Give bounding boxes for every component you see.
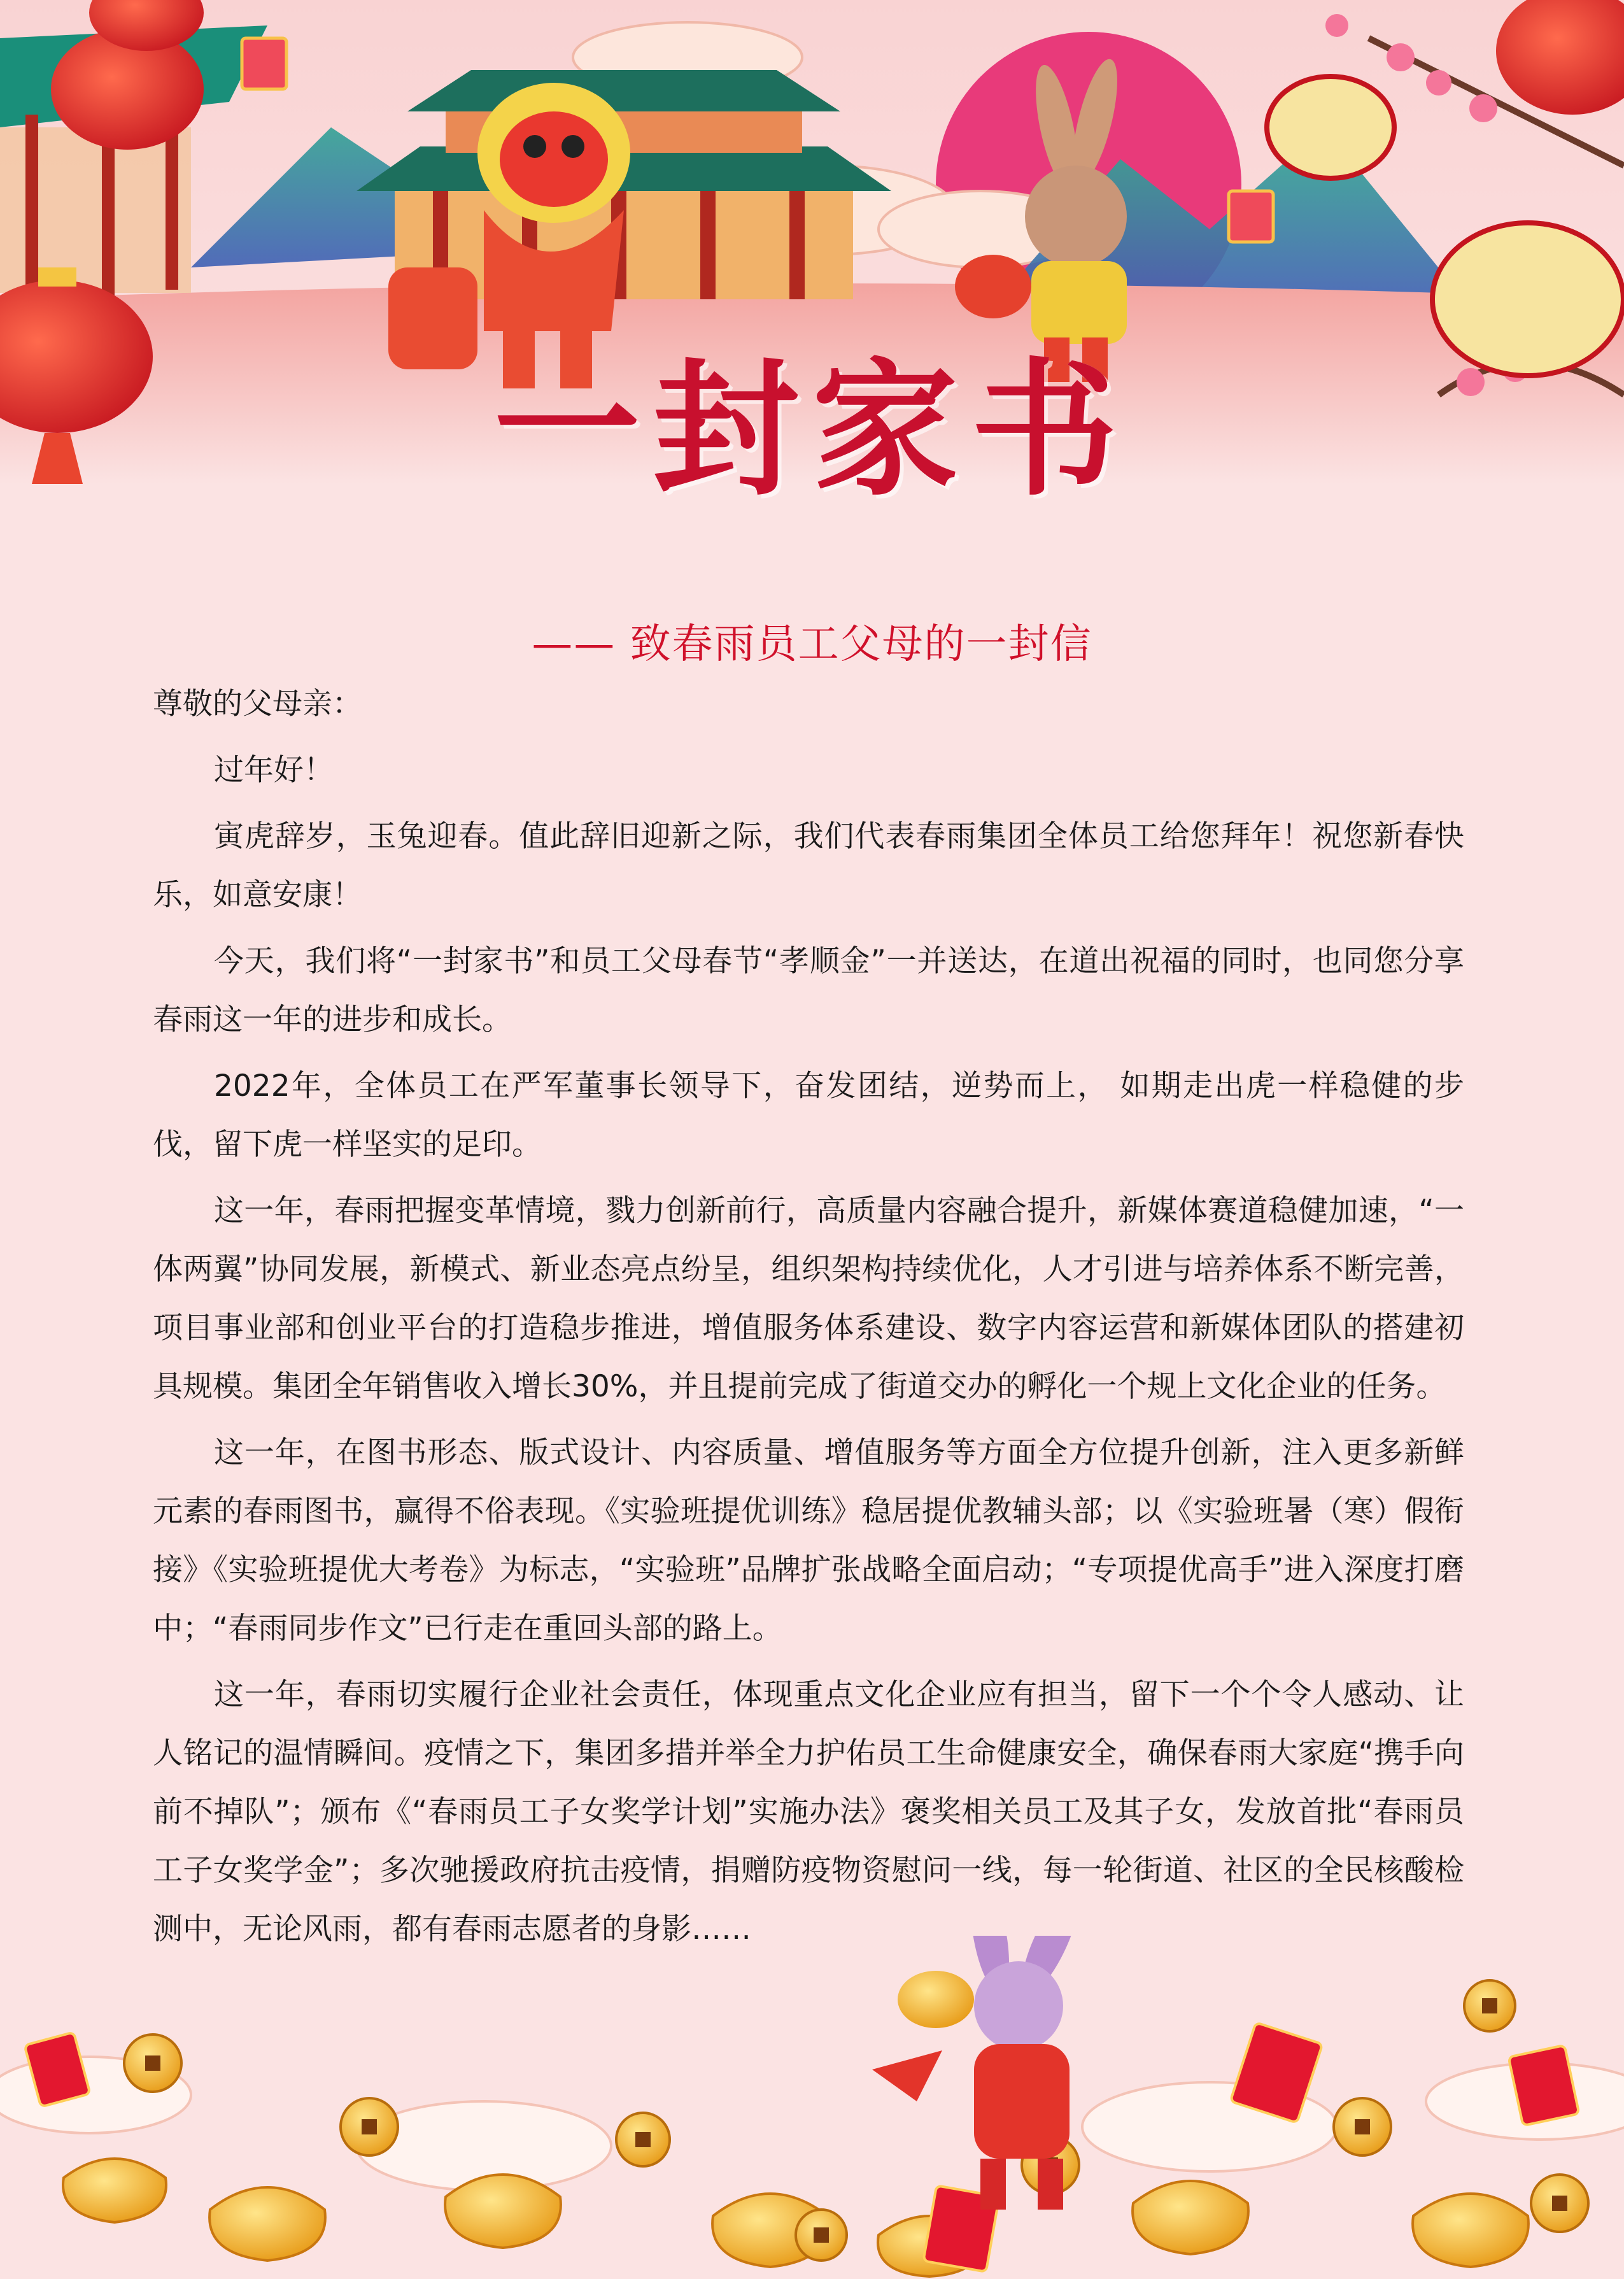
paragraph: 寅虎辞岁，玉兔迎春。值此辞旧迎新之际，我们代表春雨集团全体员工给您拜年！祝您新春快乐，如意安康！: [153, 819, 1464, 912]
paragraph: 过年好！: [214, 753, 334, 788]
pagoda-icon: [357, 70, 891, 299]
letter-body: [153, 675, 1464, 1966]
paragraph: 这一年，春雨切实履行企业社会责任，体现重点文化企业应有担当，留下一个个令人感动、让人铭记的温情瞬间。疫情之下，集团多措并举全力护佑员工生命健康安全，确保春雨大家庭“携手向前不掉队”；颁布《“春雨员工子女奖学计划”实施办法》褒奖相关员工及其子女，发放首批“春雨员工子女奖学金”；多次驰援政府抗击疫情，捐赠防疫物资慰问一线，每一轮街道、社区的全民核酸检测中，无论风雨，都有春雨志愿者的身影……: [153, 1677, 1464, 1947]
paragraph: 今天，我们将“一封家书”和员工父母春节“孝顺金”一并送达，在道出祝福的同时，也同您分享春雨这一年的进步和成长。: [153, 944, 1464, 1037]
footer-illustration: [0, 1936, 1624, 2279]
rabbit-cymbal-icon: [872, 1936, 1090, 2210]
salutation: 尊敬的父母亲：: [153, 686, 362, 721]
paragraph: 这一年，在图书形态、版式设计、内容质量、增值服务等方面全方位提升创新，注入更多新鲜元素的春雨图书，赢得不俗表现。《实验班提优训练》稳居提优教辅头部；以《实验班暑（寒）假衔接》《实验班提优大考卷》为标志，“实验班”品牌扩张战略全面启动；“专项提优高手”进入深度打磨中；“春雨同步作文”已行走在重回头部的路上。: [153, 1435, 1464, 1646]
paragraph: 2022年，全体员工在严军董事长领导下，奋发团结，逆势而上， 如期走出虎一样稳健的步伐，留下虎一样坚实的足印。: [153, 1069, 1464, 1162]
letter-subtitle: —— 致春雨员工父母的一封信: [532, 621, 1092, 668]
paragraph: 这一年，春雨把握变革情境，戮力创新前行，高质量内容融合提升，新媒体赛道稳健加速，“一体两翼”协同发展，新模式、新业态亮点纷呈，组织架构持续优化，人才引进与培养体系不断完善，项目事业部和创业平台的打造稳步推进，增值服务体系建设、数字内容运营和新媒体团队的搭建初具规模。集团全年销售收入增长30%，并且提前完成了街道交办的孵化一个规上文化企业的任务。: [153, 1193, 1464, 1404]
gold-ingot-icon: [63, 2159, 1529, 2276]
letter-title: 一封家书: [493, 344, 1131, 516]
